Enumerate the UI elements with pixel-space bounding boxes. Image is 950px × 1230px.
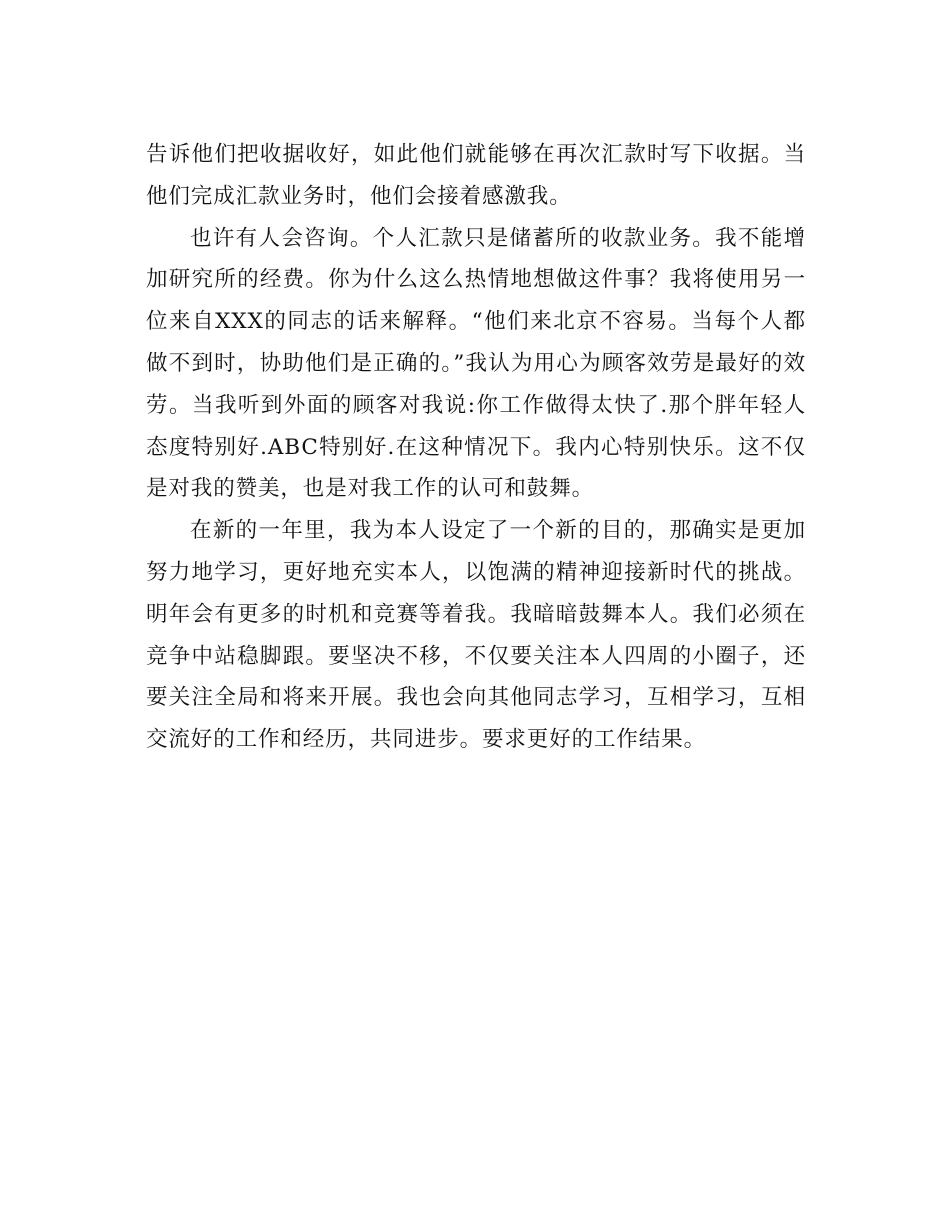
- paragraph-3: 在新的一年里，我为本人设定了一个新的目的，那确实是更加努力地学习，更好地充实本人，以饱满的精神迎接新时代的挑战。明年会有更多的时机和竞赛等着我。我暗暗鼓舞本人。我们必须在竞争中站稳脚跟。要坚决不移，不仅要关注本人四周的小圈子，还要关注全局和将来开展。我也会向其他同志学习，互相学习，互相交流好的工作和经历，共同进步。要求更好的工作结果。: [146, 518, 806, 753]
- paragraph-2: 也许有人会咨询。个人汇款只是储蓄所的收款业务。我不能增加研究所的经费。你为什么这么热情地想做这件事？我将使用另一位来自XXX的同志的话来解释。“他们来北京不容易。当每个人都做不到时，协助他们是正确的。”我认为用心为顾客效劳是最好的效劳。当我听到外面的顾客对我说:你工作做得太快了.那个胖年轻人态度特别好.ABC特别好.在这种情况下。我内心特别快乐。这不仅是对我的赞美，也是对我工作的认可和鼓舞。: [146, 225, 806, 502]
- document-body: [146, 134, 806, 761]
- paragraph-1: 告诉他们把收据收好，如此他们就能够在再次汇款时写下收据。当他们完成汇款业务时，他们会接着感激我。: [146, 142, 806, 209]
